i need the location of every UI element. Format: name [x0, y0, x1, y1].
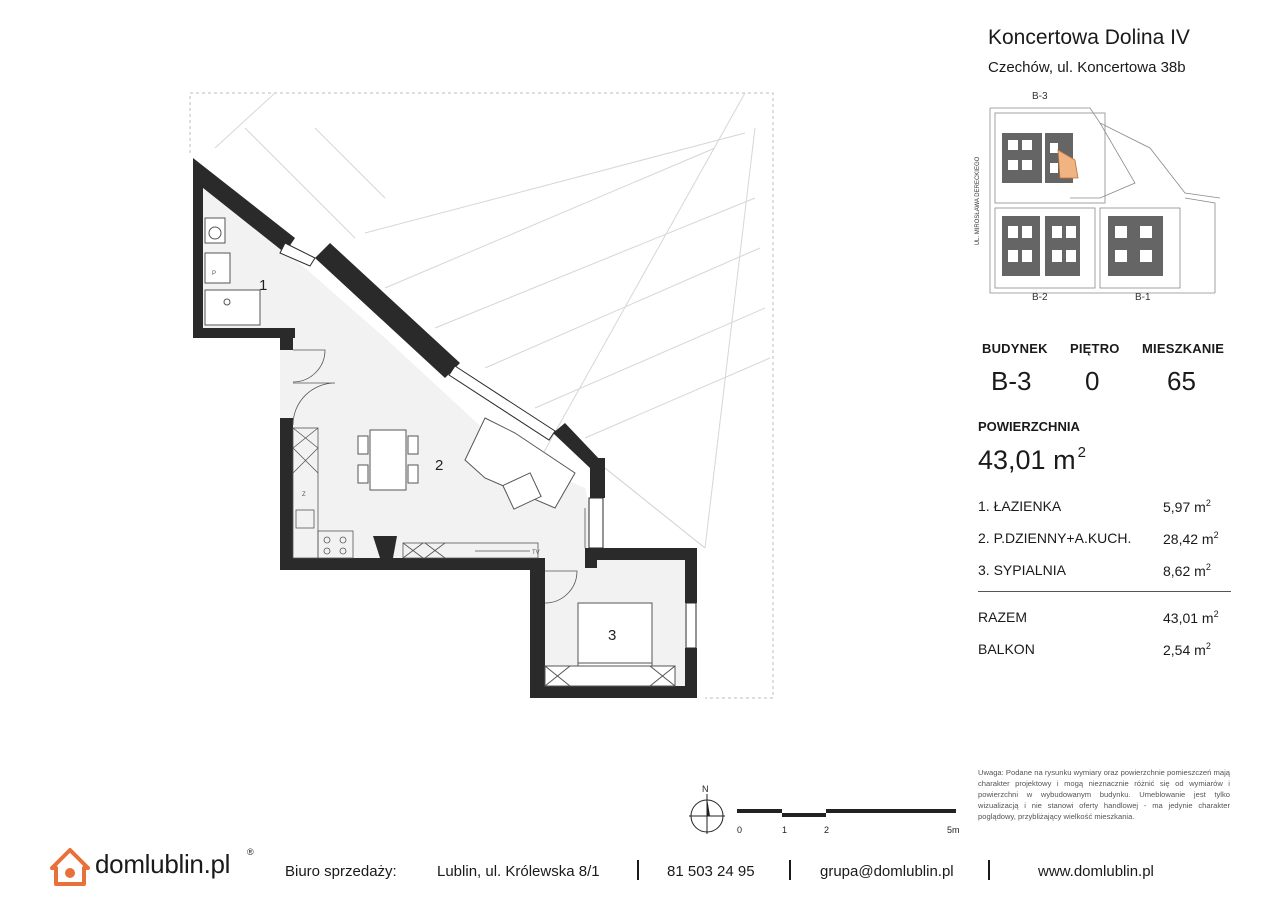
floor-plan — [185, 88, 785, 708]
project-title: Koncertowa Dolina IV — [988, 26, 1190, 49]
disclaimer-text: Uwaga: Podane na rysunku wymiary oraz powierzchnie pomieszczeń mają charakter projektowy i mogą nieznacznie różnić się od wymiarów i powierzchni w wybudowanym budynku. Umeblowanie jest tylko wizualizacją i nie stanowi oferty handlowej - ma jedynie charakter poglądowy, przybliżający wielkość mieszkania. — [978, 768, 1230, 821]
room-row-bedroom — [978, 562, 1230, 578]
keyplan-street-label: UL. MIROSŁAWA DERECKIEGO — [975, 156, 981, 246]
balcony-row — [978, 641, 1230, 657]
area-value: 43,01 m $^2$ — [978, 444, 1086, 475]
keyplan-label-b3: B-3 — [1032, 91, 1048, 102]
room-row-living — [978, 530, 1230, 546]
svg-text:0: 0 — [737, 825, 743, 835]
floor-label: PIĘTRO — [1070, 341, 1120, 356]
footer-separator — [988, 860, 990, 880]
phone-number[interactable]: 81 503 24 95 — [667, 863, 755, 880]
tv-label: TV — [532, 550, 540, 556]
apartment-label: MIESZKANIE — [1142, 341, 1225, 356]
balcony-area: 2,54 $m^2$ — [1163, 641, 1211, 658]
website-link[interactable]: www.domlublin.pl — [1038, 863, 1154, 880]
key-plan — [970, 88, 1220, 310]
keyplan-label-b1: B-1 — [1135, 292, 1151, 303]
registered-mark: ® — [247, 847, 254, 857]
building-label: BUDYNEK — [982, 341, 1048, 356]
svg-text:1: 1 — [782, 825, 788, 835]
room-area: 5,97 $m^2$ — [1163, 498, 1211, 515]
room-area: 28,42 $m^2$ — [1163, 530, 1219, 547]
total-area: 43,01 $m^2$ — [1163, 609, 1219, 626]
office-address: Lublin, ul. Królewska 8/1 — [437, 863, 600, 880]
room-row-bathroom — [978, 498, 1230, 514]
apartment-value: 65 — [1167, 366, 1196, 396]
room-label-2: 2 — [435, 457, 444, 474]
project-address: Czechów, ul. Koncertowa 38b — [988, 59, 1186, 76]
svg-text:2: 2 — [824, 825, 830, 835]
room-name: 1. ŁAZIENKA — [978, 498, 1062, 514]
room-name: 3. SYPIALNIA — [978, 562, 1066, 578]
room-name: 2. P.DZIENNY+A.KUCH. — [978, 530, 1132, 546]
office-label: Biuro sprzedaży: — [285, 863, 397, 880]
room-label-3: 3 — [608, 627, 617, 644]
svg-text:N: N — [702, 784, 709, 794]
total-name: RAZEM — [978, 609, 1027, 625]
divider — [978, 591, 1231, 592]
scale-bar — [735, 803, 967, 839]
email-link[interactable]: grupa@domlublin.pl — [820, 863, 954, 880]
room-area: 8,62 $m^2$ — [1163, 562, 1211, 579]
total-row — [978, 609, 1230, 625]
compass-icon — [685, 782, 729, 836]
z-label: Z — [302, 492, 306, 498]
brand-name: domlublin.pl — [95, 849, 231, 879]
footer-separator — [637, 860, 639, 880]
area-label: POWIERZCHNIA — [978, 419, 1080, 434]
floor-value: 0 — [1085, 366, 1100, 396]
svg-text:5m: 5m — [947, 825, 960, 835]
footer-separator — [789, 860, 791, 880]
room-label-1: 1 — [259, 277, 268, 294]
fridge-label: P — [212, 271, 217, 277]
building-value: B-3 — [991, 366, 1032, 396]
balcony-name: BALKON — [978, 641, 1035, 657]
keyplan-label-b2: B-2 — [1032, 292, 1048, 303]
